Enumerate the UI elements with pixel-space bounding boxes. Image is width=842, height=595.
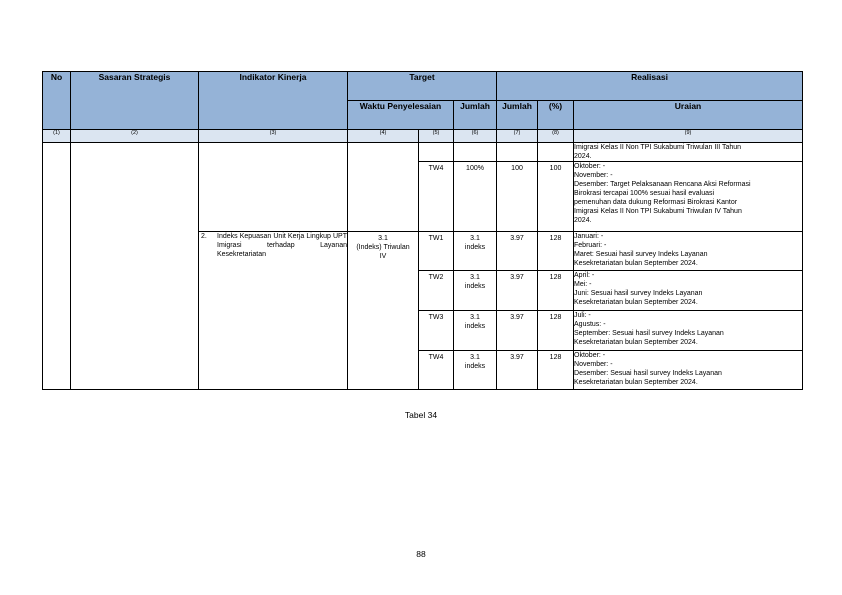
uraian-line: Oktober: - (574, 352, 606, 359)
uraian-line: Birokrasi tercapai 100% sesuai hasil evaluasi (574, 190, 715, 197)
uraian-line: 2024. (574, 217, 592, 224)
uraian-line: Kesekretariatan bulan September 2024. (574, 339, 698, 346)
uraian-cell (574, 351, 803, 390)
uraian-line: Mei: - (574, 281, 592, 288)
persen-cell (538, 143, 574, 162)
performance-table (42, 71, 803, 390)
uraian-line: Juni: Sesuai hasil survey Indeks Layanan (574, 290, 703, 297)
waktu-cell (348, 143, 419, 232)
target-cell (454, 143, 497, 162)
tw-cell (419, 143, 454, 162)
persen-cell: 100 (538, 162, 574, 232)
header-jumlah-target: Jumlah (454, 101, 497, 130)
uraian-line: Imigrasi Kelas II Non TPI Sukabumi Triwulan IV Tahun (574, 208, 742, 215)
uraian-line: pemenuhan data dukung Reformasi Birokrasi Kantor (574, 199, 738, 206)
column-number-row (43, 130, 803, 143)
uraian-line: Oktober: - (574, 163, 606, 170)
indikator-cell (199, 232, 348, 390)
persen-cell: 128 (538, 271, 574, 311)
indikator-text: Indeks Kepuasan Unit Kerja Lingkup UPT Imigrasi terhadap Layanan Kesekretariatan (217, 233, 347, 258)
uraian-line: November: - (574, 172, 613, 179)
col-number: (8) (538, 130, 574, 143)
target-cell: 100% (454, 162, 497, 232)
header-persen: (%) (538, 101, 574, 130)
col-number: (5) (419, 130, 454, 143)
col-number: (7) (497, 130, 538, 143)
target-cell (454, 311, 497, 351)
jumlah-cell (497, 143, 538, 162)
header-waktu-penyelesaian: Waktu Penyelesaian (348, 101, 454, 130)
uraian-line: Kesekretariatan bulan September 2024. (574, 299, 698, 306)
target-unit: indeks (464, 283, 486, 290)
header-sasaran-strategis: Sasaran Strategis (71, 72, 199, 130)
tw-cell: TW1 (419, 232, 454, 271)
header-uraian: Uraian (574, 101, 803, 130)
jumlah-cell: 100 (497, 162, 538, 232)
waktu-cell (348, 232, 419, 390)
indikator-number: 2. (201, 233, 207, 240)
tw-cell: TW3 (419, 311, 454, 351)
target-cell (454, 351, 497, 390)
col-number: (9) (574, 130, 803, 143)
col-number: (1) (43, 130, 71, 143)
uraian-line: Imigrasi Kelas II Non TPI Sukabumi Triwulan III Tahun (574, 144, 742, 151)
waktu-line: IV (379, 253, 387, 260)
uraian-line: November: - (574, 361, 613, 368)
uraian-cell (574, 162, 803, 232)
target-cell (454, 232, 497, 271)
tw-cell: TW4 (419, 162, 454, 232)
uraian-cell (574, 232, 803, 271)
target-unit: indeks (464, 244, 486, 251)
uraian-line: Kesekretariatan bulan September 2024. (574, 260, 698, 267)
col-number: (6) (454, 130, 497, 143)
sasaran-cell (71, 143, 199, 390)
target-value: 3.1 (470, 274, 480, 281)
target-unit: indeks (464, 323, 486, 330)
uraian-cell (574, 271, 803, 311)
table-row (43, 143, 803, 162)
page-number: 88 (416, 549, 426, 559)
uraian-line: April: - (574, 272, 595, 279)
uraian-line: Maret: Sesuai hasil survey Indeks Layanan (574, 251, 708, 258)
col-number: (4) (348, 130, 419, 143)
uraian-line: Desember: Target Pelaksanaan Rencana Aksi Reformasi (574, 181, 751, 188)
uraian-line: Kesekretariatan bulan September 2024. (574, 379, 698, 386)
target-value: 3.1 (470, 235, 480, 242)
header-jumlah-realisasi: Jumlah (497, 101, 538, 130)
jumlah-cell: 3.97 (497, 351, 538, 390)
jumlah-cell: 3.97 (497, 232, 538, 271)
no-cell (43, 143, 71, 390)
target-cell (454, 271, 497, 311)
persen-cell: 128 (538, 351, 574, 390)
uraian-line: Desember: Sesuai hasil survey Indeks Layanan (574, 370, 722, 377)
uraian-line: September: Sesuai hasil survey Indeks Layanan (574, 330, 724, 337)
uraian-line: 2024. (574, 153, 592, 160)
header-realisasi: Realisasi (497, 72, 803, 101)
uraian-line: Februari: - (574, 242, 607, 249)
header-target: Target (348, 72, 497, 101)
target-unit: indeks (464, 363, 486, 370)
uraian-cell (574, 143, 803, 162)
uraian-cell (574, 311, 803, 351)
uraian-line: Juli: - (574, 312, 591, 319)
persen-cell: 128 (538, 232, 574, 271)
waktu-line: (Indeks) Triwulan (356, 244, 410, 251)
persen-cell: 128 (538, 311, 574, 351)
indikator-cell (199, 143, 348, 232)
table-caption: Tabel 34 (404, 410, 438, 420)
tw-cell: TW4 (419, 351, 454, 390)
col-number: (3) (199, 130, 348, 143)
target-value: 3.1 (470, 314, 480, 321)
header-indikator-kinerja: Indikator Kinerja (199, 72, 348, 130)
jumlah-cell: 3.97 (497, 311, 538, 351)
uraian-line: Januari: - (574, 233, 604, 240)
header-row-1 (43, 72, 803, 101)
waktu-line: 3.1 (378, 235, 388, 242)
col-number: (2) (71, 130, 199, 143)
uraian-line: Agustus: - (574, 321, 606, 328)
tw-cell: TW2 (419, 271, 454, 311)
jumlah-cell: 3.97 (497, 271, 538, 311)
target-value: 3.1 (470, 354, 480, 361)
header-no: No (43, 72, 71, 130)
